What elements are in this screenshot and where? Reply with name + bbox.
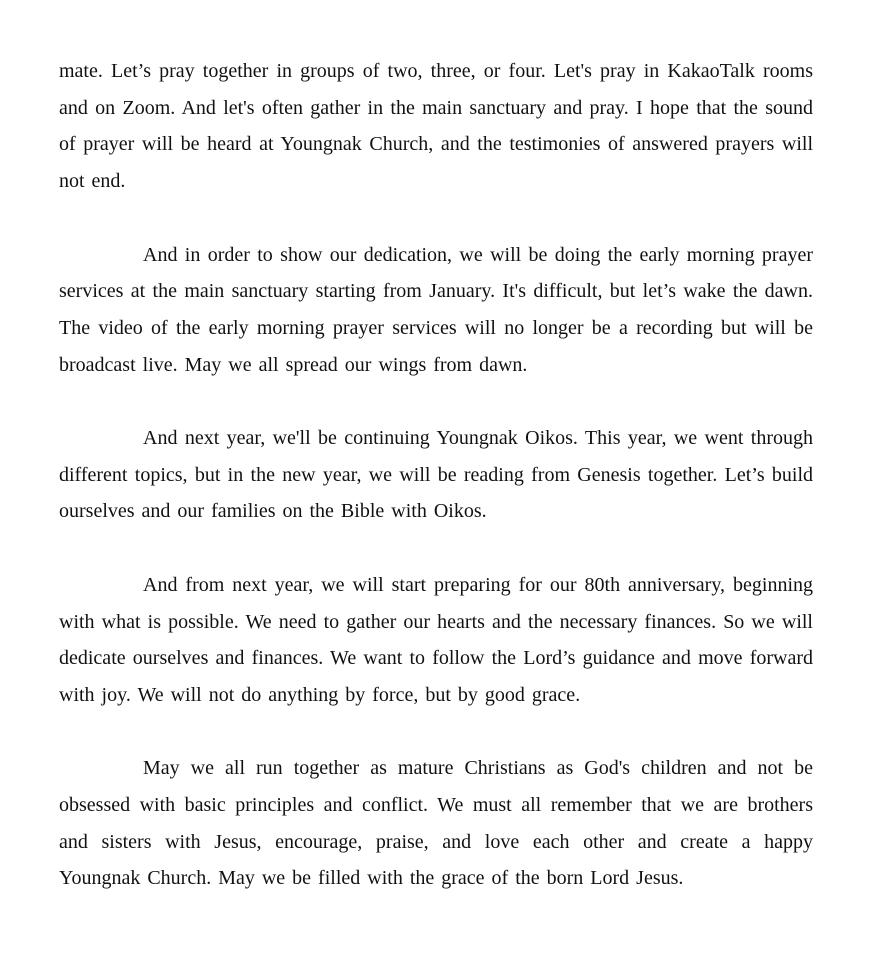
- paragraph-youngnak-oikos: And next year, we'll be continuing Youngnak Oikos. This year, we went through different topics, but in the new year, we will be reading from Genesis together. Let’s build ourselves and our families on the Bible with Oikos.: [59, 427, 813, 523]
- document-page: [59, 53, 813, 897]
- paragraph-closing-blessing: May we all run together as mature Christians as God's children and not be obsessed with basic principles and conflict. We must all remember that we are brothers and sisters with Jesus, encourage, praise, and love each other and create a happy Youngnak Church. May we be filled with the grace of the born Lord Jesus.: [59, 757, 813, 890]
- paragraph-prayer-groups: mate. Let’s pray together in groups of two, three, or four. Let's pray in KakaoTalk rooms and on Zoom. And let's often gather in the main sanctuary and pray. I hope that the sound of prayer will be heard at Youngnak Church, and the testimonies of answered prayers will not end.: [59, 60, 813, 193]
- paragraph-80th-anniversary: And from next year, we will start preparing for our 80th anniversary, beginning with what is possible. We need to gather our hearts and the necessary finances. So we will dedicate ourselves and finances. We want to follow the Lord’s guidance and move forward with joy. We will not do anything by force, but by good grace.: [59, 573, 813, 706]
- paragraph-early-morning-prayer: And in order to show our dedication, we will be doing the early morning prayer services at the main sanctuary starting from January. It's difficult, but let’s wake the dawn. The video of the early morning prayer services will no longer be a recording but will be broadcast live. May we all spread our wings from dawn.: [59, 243, 813, 376]
